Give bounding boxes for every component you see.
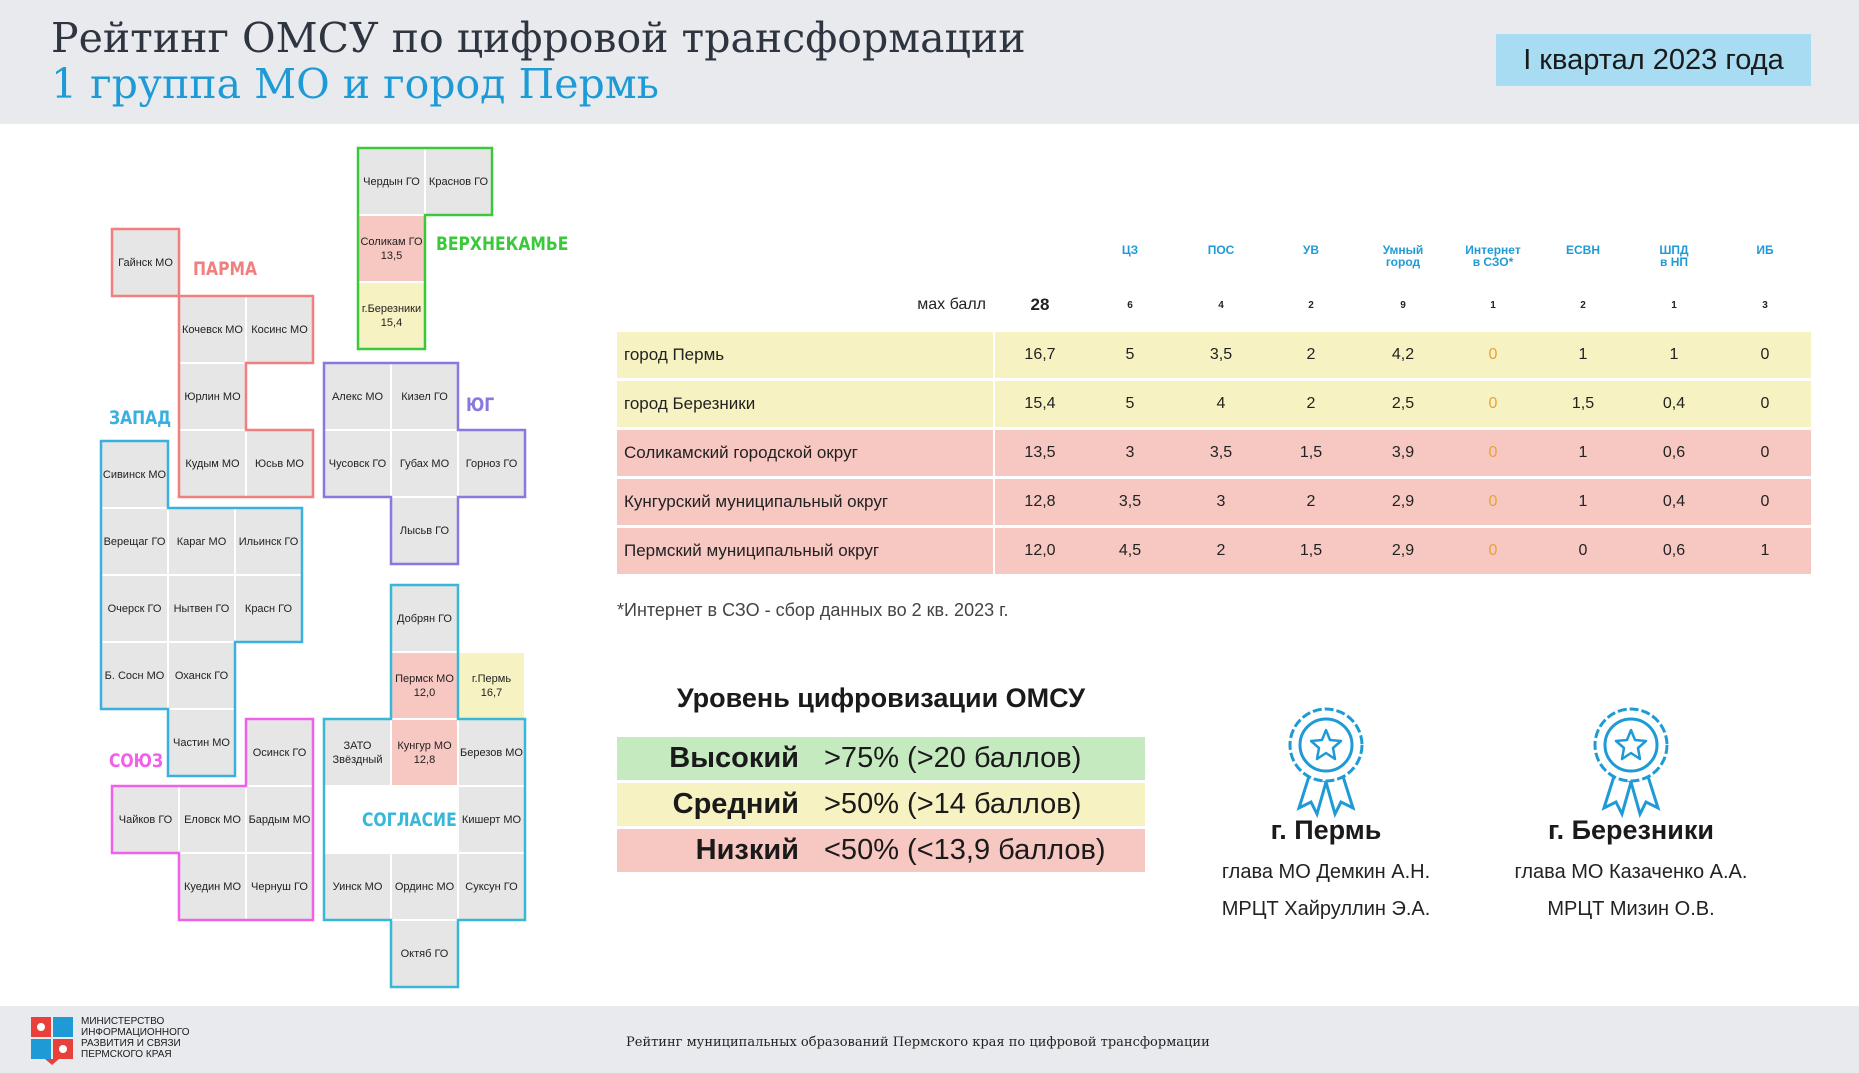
row-value: 2 [1306, 395, 1316, 412]
row-value: 2,9 [1391, 542, 1415, 559]
award-head: глава МО Казаченко А.А. [1514, 861, 1748, 883]
map-cell: Уинск МО [324, 853, 391, 920]
map-cell: Косинс МО [246, 296, 313, 363]
region-label-verkhnekamye: ВЕРХНЕКАМЬЕ [436, 233, 569, 255]
max-score-label: мах балл [917, 296, 986, 313]
row-value: 1 [1578, 346, 1588, 363]
map-cell: Чернуш ГО [246, 853, 313, 920]
page-subtitle: 1 группа МО и город Пермь [51, 60, 659, 108]
map-cell: г.Березники 15,4 [358, 282, 425, 349]
max-value: 3 [1762, 300, 1768, 311]
row-value: 0,6 [1662, 542, 1686, 559]
map-cell: ЗАТО Звёздный [324, 719, 391, 786]
row-value: 3,5 [1118, 493, 1142, 510]
map-cell: Частин МО [168, 709, 235, 776]
row-name: Кунгурский муниципальный округ [624, 492, 889, 511]
row-value: 5 [1125, 346, 1135, 363]
level-value: <50% (<13,9 баллов) [824, 834, 1106, 866]
map-cell: Гайнск МО [112, 229, 179, 296]
table-row [617, 381, 1811, 427]
map-cell: Юрлин МО [179, 363, 246, 430]
row-total: 16,7 [1024, 346, 1056, 363]
column-header: УВ [1302, 243, 1320, 257]
ministry-logo-text: МИНИСТЕРСТВО ИНФОРМАЦИОННОГО РАЗВИТИЯ И СВЯЗИ ПЕРМСКОГО КРАЯ [81, 1016, 190, 1060]
row-total: 13,5 [1024, 444, 1056, 461]
award-rosette-icon [1281, 700, 1371, 820]
max-value: 4 [1218, 300, 1224, 311]
level-name: Средний [672, 788, 799, 820]
row-total: 15,4 [1024, 395, 1056, 412]
region-label-soglasie: СОГЛАСИЕ [362, 809, 457, 831]
map-cell: Чусовск ГО [324, 430, 391, 497]
row-value: 1 [1578, 493, 1588, 510]
region-label-soyuz: СОЮЗ [109, 750, 164, 772]
row-value: 4,2 [1391, 346, 1415, 363]
column-divider [993, 381, 995, 427]
page-title: Рейтинг ОМСУ по цифровой трансформации [51, 14, 1026, 62]
map-cell: Куедин МО [179, 853, 246, 920]
map-cell: Ординс МО [391, 853, 458, 920]
level-high [617, 737, 1145, 780]
row-value: 4,5 [1118, 542, 1142, 559]
region-label-zapad: ЗАПАД [109, 407, 172, 429]
row-value: 0,4 [1662, 493, 1686, 510]
map-cell: Березов МО [458, 719, 525, 786]
row-value: 0 [1760, 444, 1770, 461]
map-cell: Караг МО [168, 508, 235, 575]
region-label-parma: ПАРМА [193, 258, 258, 280]
column-header: ПОС [1207, 243, 1235, 257]
map-cell: Осинск ГО [246, 719, 313, 786]
table-row [617, 332, 1811, 378]
map-cell: Оханск ГО [168, 642, 235, 709]
max-value: 1 [1490, 300, 1496, 311]
map-cell: Сивинск МО [101, 441, 168, 508]
row-value: 0 [1760, 493, 1770, 510]
map-cell: Кочевск МО [179, 296, 246, 363]
row-value: 1,5 [1299, 444, 1323, 461]
row-value: 0 [1760, 346, 1770, 363]
level-value: >75% (>20 баллов) [824, 742, 1082, 774]
table-row [617, 479, 1811, 525]
level-name: Высокий [669, 742, 799, 774]
award-mrcc: МРЦТ Хайруллин Э.А. [1221, 898, 1431, 920]
row-value: 4 [1216, 395, 1226, 412]
row-value: 3,9 [1391, 444, 1415, 461]
footer-caption: Рейтинг муниципальных образований Пермского края по цифровой трансформации [626, 1035, 1210, 1050]
row-value: 0 [1488, 542, 1498, 559]
row-value: 1 [1578, 444, 1588, 461]
max-value: 1 [1671, 300, 1677, 311]
row-value: 0 [1488, 346, 1498, 363]
level-value: >50% (>14 баллов) [824, 788, 1082, 820]
table-row [617, 430, 1811, 476]
row-total: 12,8 [1024, 493, 1056, 510]
row-value: 5 [1125, 395, 1135, 412]
map-cell: Горноз ГО [458, 430, 525, 497]
row-value: 1 [1760, 542, 1770, 559]
row-value: 2,9 [1391, 493, 1415, 510]
row-value: 0,4 [1662, 395, 1686, 412]
map-cell: Кишерт МО [458, 786, 525, 853]
map-cell: Красн ГО [235, 575, 302, 642]
row-value: 2 [1306, 493, 1316, 510]
map-cell: Кунгур МО 12,8 [391, 719, 458, 786]
row-value: 3 [1125, 444, 1135, 461]
row-value: 0 [1488, 444, 1498, 461]
map-cell: Краснов ГО [425, 148, 492, 215]
column-divider [993, 479, 995, 525]
map-cell: Губах МО [391, 430, 458, 497]
row-value: 3 [1216, 493, 1226, 510]
map-cell: Чайков ГО [112, 786, 179, 853]
map-cell: Верещаг ГО [101, 508, 168, 575]
row-value: 0,6 [1662, 444, 1686, 461]
map-cell: Суксун ГО [458, 853, 525, 920]
row-value: 2,5 [1391, 395, 1415, 412]
map-cell: Чердын ГО [358, 148, 425, 215]
row-value: 0 [1578, 542, 1588, 559]
row-value: 3,5 [1209, 444, 1233, 461]
row-name: Пермский муниципальный округ [624, 541, 880, 560]
row-name: Соликамский городской округ [624, 443, 858, 462]
column-header: ЦЗ [1121, 243, 1139, 257]
level-low [617, 829, 1145, 872]
map-cell: Лысьв ГО [391, 497, 458, 564]
row-value: 2 [1306, 346, 1316, 363]
map-cell: Юсьв МО [246, 430, 313, 497]
row-value: 0 [1488, 493, 1498, 510]
period-badge: I квартал 2023 года [1496, 34, 1811, 86]
row-value: 1,5 [1299, 542, 1323, 559]
level-medium [617, 783, 1145, 826]
map-cell: Ильинск ГО [235, 508, 302, 575]
region-label-yug: ЮГ [466, 394, 495, 416]
award-mrcc: МРЦТ Мизин О.В. [1547, 898, 1715, 920]
map-cell: Бардым МО [246, 786, 313, 853]
map-cell: Алекс МО [324, 363, 391, 430]
row-value: 3,5 [1209, 346, 1233, 363]
map-cell: Очерск ГО [101, 575, 168, 642]
row-value: 1,5 [1571, 395, 1595, 412]
column-divider [993, 430, 995, 476]
award-city: г. Березники [1548, 815, 1714, 845]
row-value: 0 [1760, 395, 1770, 412]
map-cell: Добрян ГО [391, 585, 458, 652]
levels-title: Уровень цифровизации ОМСУ [676, 683, 1086, 713]
ministry-logo-icon [31, 1017, 73, 1065]
max-total: 28 [1030, 295, 1050, 314]
column-divider [993, 528, 995, 574]
column-header: Интернет в СЗО* [1465, 243, 1521, 269]
map-cell: Соликам ГО 13,5 [358, 215, 425, 282]
award-rosette-icon [1586, 700, 1676, 820]
column-header: ШПД в НП [1659, 243, 1689, 269]
column-divider [993, 332, 995, 378]
table-row [617, 528, 1811, 574]
row-total: 12,0 [1024, 542, 1056, 559]
map-cell: г.Пермь 16,7 [458, 652, 525, 719]
map-cell: Нытвен ГО [168, 575, 235, 642]
row-value: 0 [1488, 395, 1498, 412]
level-name: Низкий [695, 834, 799, 866]
table-footnote: *Интернет в СЗО - сбор данных во 2 кв. 2023 г. [617, 600, 1009, 620]
map-cell: Пермск МО 12,0 [391, 652, 458, 719]
map-cell: Кизел ГО [391, 363, 458, 430]
column-header: ИБ [1756, 243, 1774, 257]
row-name: город Пермь [624, 345, 725, 364]
max-value: 9 [1400, 300, 1406, 311]
award-head: глава МО Демкин А.Н. [1221, 861, 1431, 883]
column-header: Умный город [1382, 243, 1424, 269]
map-cell: Кудым МО [179, 430, 246, 497]
max-value: 2 [1580, 300, 1586, 311]
max-value: 6 [1127, 300, 1133, 311]
row-value: 2 [1216, 542, 1226, 559]
column-header: ЕСВН [1565, 243, 1600, 257]
map-cell: Октяб ГО [391, 920, 458, 987]
row-value: 1 [1669, 346, 1679, 363]
map-cell: Еловск МО [179, 786, 246, 853]
max-value: 2 [1308, 300, 1314, 311]
map-cell: Б. Сосн МО [101, 642, 168, 709]
row-name: город Березники [624, 394, 756, 413]
award-city: г. Пермь [1270, 815, 1382, 845]
